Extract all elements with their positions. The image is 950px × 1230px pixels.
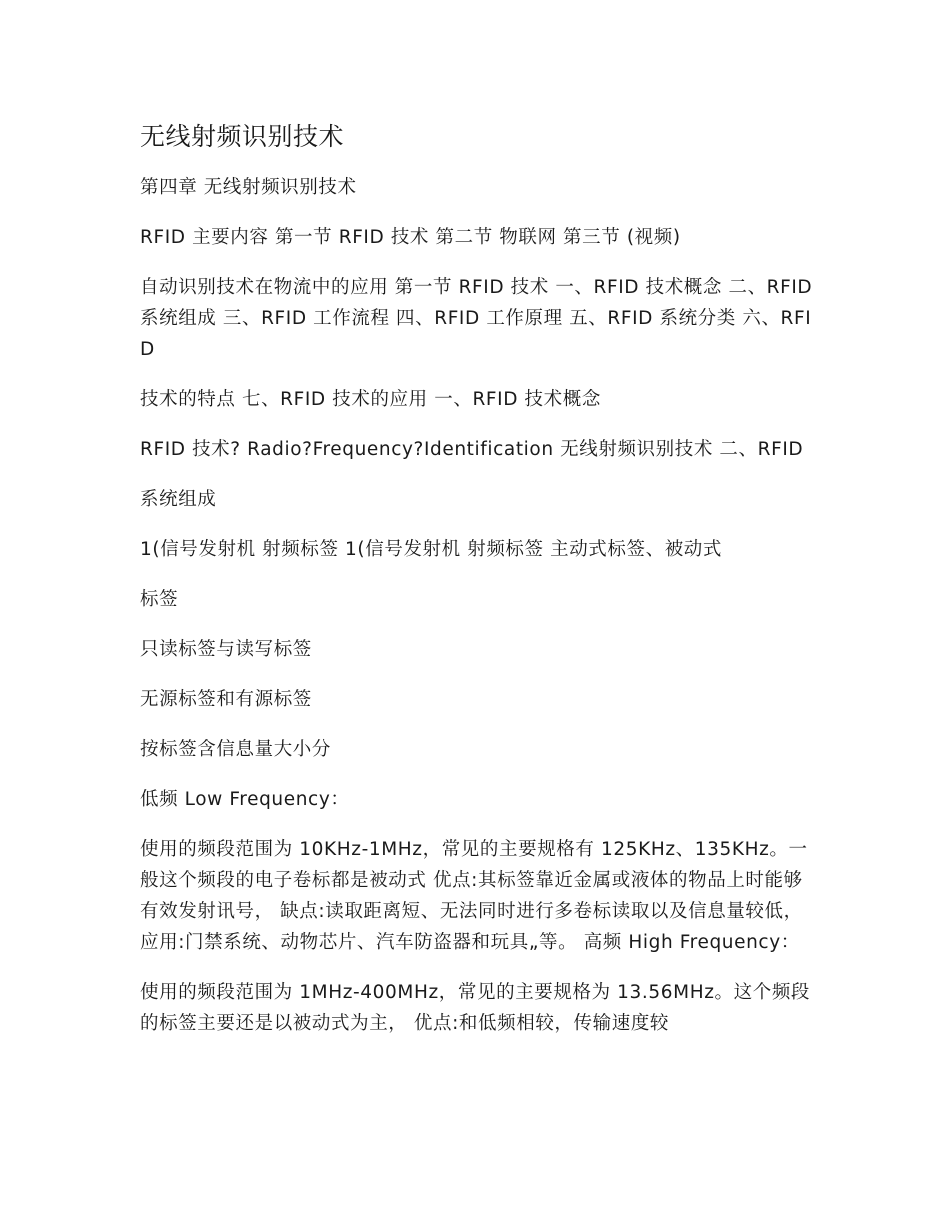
paragraph-info-capacity: 按标签含信息量大小分 — [140, 739, 332, 760]
paragraph-high-frequency-details: 使用的频段范围为 1MHz-400MHz，常见的主要规格为 13.56MHz。这个频段的标签主要还是以被动式为主， 优点:和低频相较，传输速度较 — [140, 982, 811, 1034]
paragraph-readonly-readwrite: 只读标签与读写标签 — [140, 639, 312, 660]
paragraph-low-frequency-details: 使用的频段范围为 10KHz-1MHz，常见的主要规格有 125KHz、135KHz。一般这个频段的电子卷标都是被动式 优点:其标签靠近金属或液体的物品上时能够有效发射讯号， 缺点:读取距离短、无法同时进行多卷标读取以及信息量较低， 应用:门禁系统、动物芯片、汽车防盗器和玩具„等。 高频 High Frequency： — [140, 839, 808, 953]
paragraph-tags: 标签 — [140, 589, 179, 610]
paragraph-section-outline-continued: 技术的特点 七、RFID 技术的应用 一、RFID 技术概念 — [140, 389, 601, 410]
paragraph-system-composition: 系统组成 — [140, 489, 217, 510]
paragraph-transmitter-tags: 1(信号发射机 射频标签 1(信号发射机 射频标签 主动式标签、被动式 — [140, 539, 723, 560]
document-title: 无线射频识别技术 — [140, 122, 345, 151]
paragraph-passive-active: 无源标签和有源标签 — [140, 689, 312, 710]
paragraph-rfid-definition: RFID 技术? Radio?Frequency?Identification 无线射频识别技术 二、RFID — [140, 439, 804, 460]
document-body — [140, 118, 820, 1058]
paragraph-contents-overview: RFID 主要内容 第一节 RFID 技术 第二节 物联网 第三节 (视频) — [140, 227, 681, 248]
paragraph-section-outline: 自动识别技术在物流中的应用 第一节 RFID 技术 一、RFID 技术概念 二、RFID 系统组成 三、RFID 工作流程 四、RFID 工作原理 五、RFID 系统分类 六、RFID — [140, 277, 813, 360]
paragraph-chapter-heading: 第四章 无线射频识别技术 — [140, 177, 357, 198]
paragraph-low-frequency-heading: 低频 Low Frequency： — [140, 789, 350, 810]
